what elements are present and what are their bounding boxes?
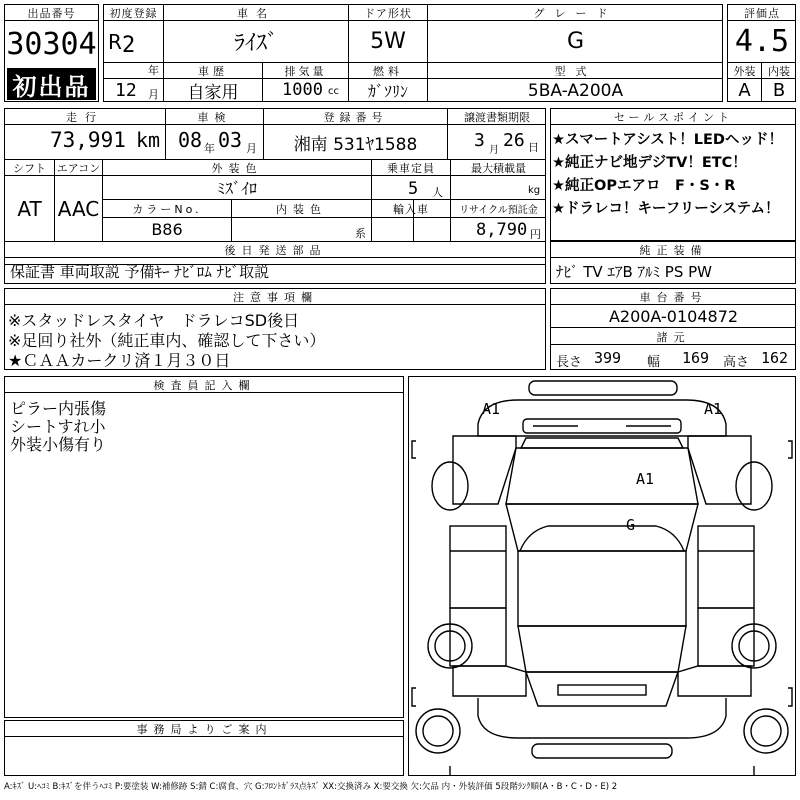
inspector-line-3: 外装小傷有り bbox=[10, 435, 107, 454]
sales-point-2: ★純正ナビ地デジTV！ETC！ bbox=[552, 155, 747, 171]
interior-color-label: 内装色 bbox=[276, 202, 327, 216]
lot-number-box bbox=[4, 4, 99, 102]
color-number-label: カラーNo. bbox=[132, 202, 202, 216]
exterior-color: ﾐｽﾞｲﾛ bbox=[216, 179, 257, 198]
exterior-score-label: 外装 bbox=[733, 64, 756, 78]
ac-value: AAC bbox=[57, 196, 100, 221]
score-value: 4.5 bbox=[734, 24, 790, 59]
transfer-day-unit: 日 bbox=[528, 141, 539, 154]
inspection-month-unit: 月 bbox=[246, 142, 257, 155]
chassis-number: A200A-0104872 bbox=[551, 306, 796, 328]
door-value: 5W bbox=[370, 29, 406, 54]
interior-color-suffix: 系 bbox=[355, 227, 366, 240]
width-label: 幅 bbox=[647, 355, 661, 370]
inspection-label: 車検 bbox=[197, 110, 232, 124]
sales-point-3: ★純正OPエアロ F・S・R bbox=[552, 178, 736, 194]
note-line-3: ★ＣＡＡカークリ済１月３０日 bbox=[8, 351, 231, 370]
recycle-label: リサイクル預託金 bbox=[459, 205, 538, 216]
grade-label: グレード bbox=[533, 6, 618, 20]
interior-score: B bbox=[772, 80, 786, 101]
history-label: 車歴 bbox=[198, 64, 228, 78]
color-number: B86 bbox=[151, 220, 183, 239]
capacity-value: 5 bbox=[408, 179, 419, 199]
length-label: 長さ bbox=[556, 355, 583, 370]
length-value: 399 bbox=[594, 349, 622, 367]
door-label: ドア形状 bbox=[364, 6, 412, 20]
later-parts-text: 保証書 車両取説 予備ｷｰ ﾅﾋﾞﾛﾑ ﾅﾋﾞ取説 bbox=[10, 263, 270, 281]
car-damage-diagram bbox=[408, 376, 796, 776]
capacity-label: 乗車定員 bbox=[387, 161, 435, 175]
year-unit: 年 bbox=[148, 64, 159, 77]
damage-legend: A:ｷｽﾞ U:ﾍｺﾐ B:ｷｽﾞを伴うﾍｺﾐ P:要塗装 W:補修跡 S:錆 C:腐食、穴 G:ﾌﾛﾝﾄｶﾞﾗｽ点ｷｽﾞ XX:交換済み X:要交換 欠:欠品 内・外装評価 5段階ﾗﾝｸ順(A・B・C・D・E) 2 bbox=[4, 782, 618, 792]
equipment-text: ﾅﾋﾞ TV ｴｱB ｱﾙﾐ PS PW bbox=[556, 263, 712, 281]
max-load-unit: kg bbox=[528, 185, 541, 196]
exterior-score: A bbox=[738, 80, 751, 101]
exterior-color-label: 外装色 bbox=[211, 161, 263, 175]
first-registration-label: 初度登録 bbox=[109, 6, 158, 20]
fuel-value: ｶﾞｿﾘﾝ bbox=[367, 82, 408, 101]
grade-value: G bbox=[566, 29, 585, 54]
import-label: 輸入車 bbox=[393, 202, 429, 216]
inspection-year-unit: 年 bbox=[204, 142, 215, 155]
office-label: 事務局よりご案内 bbox=[5, 721, 404, 737]
score-label: 評価点 bbox=[744, 6, 780, 20]
specs-label: 諸元 bbox=[551, 329, 796, 345]
fuel-label: 燃料 bbox=[373, 64, 403, 78]
type-label: 型式 bbox=[554, 64, 597, 78]
interior-score-label: 内装 bbox=[768, 64, 790, 78]
inspection-year: 08 bbox=[178, 128, 203, 152]
note-line-2: ※足回り社外（純正車内、確認して下さい） bbox=[8, 331, 326, 350]
mark-hood: A1 bbox=[636, 470, 655, 488]
recycle-unit: 円 bbox=[530, 228, 541, 241]
later-parts-label: 後日発送部品 bbox=[5, 242, 546, 258]
mark-front-right: A1 bbox=[704, 400, 723, 418]
mark-roof: G bbox=[626, 516, 636, 534]
displacement-value: 1000 bbox=[282, 80, 323, 100]
transfer-month-unit: 月 bbox=[489, 145, 499, 156]
shift-value: AT bbox=[17, 196, 42, 221]
month-unit: 月 bbox=[148, 88, 159, 101]
chassis-label: 車台番号 bbox=[551, 289, 796, 305]
transfer-day: 26 bbox=[503, 130, 525, 151]
sales-points-label: セールスポイント bbox=[551, 109, 796, 125]
max-load-label: 最大積載量 bbox=[471, 161, 526, 175]
shift-label: シフト bbox=[13, 161, 46, 175]
lot-number: 30304 bbox=[6, 26, 97, 62]
height-value: 162 bbox=[761, 349, 789, 367]
model-label: 車名 bbox=[237, 6, 275, 20]
type-value: 5BA-A200A bbox=[527, 80, 624, 101]
lot-number-label: 出品番号 bbox=[5, 5, 98, 21]
first-listing-badge: 初出品 bbox=[7, 68, 96, 100]
ac-label: エアコン bbox=[56, 161, 101, 175]
registration-era: R bbox=[108, 30, 122, 54]
capacity-unit: 人 bbox=[432, 186, 443, 199]
height-label: 高さ bbox=[723, 355, 750, 370]
equipment-label: 純正装備 bbox=[551, 242, 796, 258]
sales-point-1: ★スマートアシスト！LEDヘッド！ bbox=[552, 132, 783, 148]
transfer-deadline-label: 譲渡書類期限 bbox=[464, 110, 530, 124]
mileage-value: 73,991 bbox=[50, 128, 126, 152]
displacement-unit: cc bbox=[328, 86, 339, 97]
model-name: ﾗｲｽﾞ bbox=[233, 31, 278, 56]
mark-front-left: A1 bbox=[482, 400, 501, 418]
inspector-line-1: ピラー内張傷 bbox=[10, 399, 107, 418]
inspection-month: 03 bbox=[218, 128, 243, 152]
registration-year: 2 bbox=[122, 33, 136, 58]
mileage-unit: km bbox=[136, 128, 161, 152]
plate-label: 登録番号 bbox=[323, 110, 388, 124]
registration-month: 12 bbox=[115, 80, 137, 101]
history-value: 自家用 bbox=[187, 83, 239, 103]
inspector-line-2: シートすれ小 bbox=[10, 417, 106, 436]
inspector-label: 検査員記入欄 bbox=[5, 377, 404, 393]
notes-label: 注意事項欄 bbox=[5, 289, 546, 305]
transfer-month: 3 bbox=[474, 130, 485, 151]
displacement-label: 排気量 bbox=[284, 64, 327, 78]
recycle-value: 8,790 bbox=[476, 220, 528, 240]
mileage-label: 走行 bbox=[66, 110, 104, 124]
width-value: 169 bbox=[682, 349, 710, 367]
plate-value: 湘南 531ﾔ1588 bbox=[293, 134, 418, 155]
sales-point-4: ★ドラレコ！キーフリーシステム！ bbox=[552, 201, 780, 217]
note-line-1: ※スタッドレスタイヤ ドラレコSD後日 bbox=[8, 311, 300, 330]
